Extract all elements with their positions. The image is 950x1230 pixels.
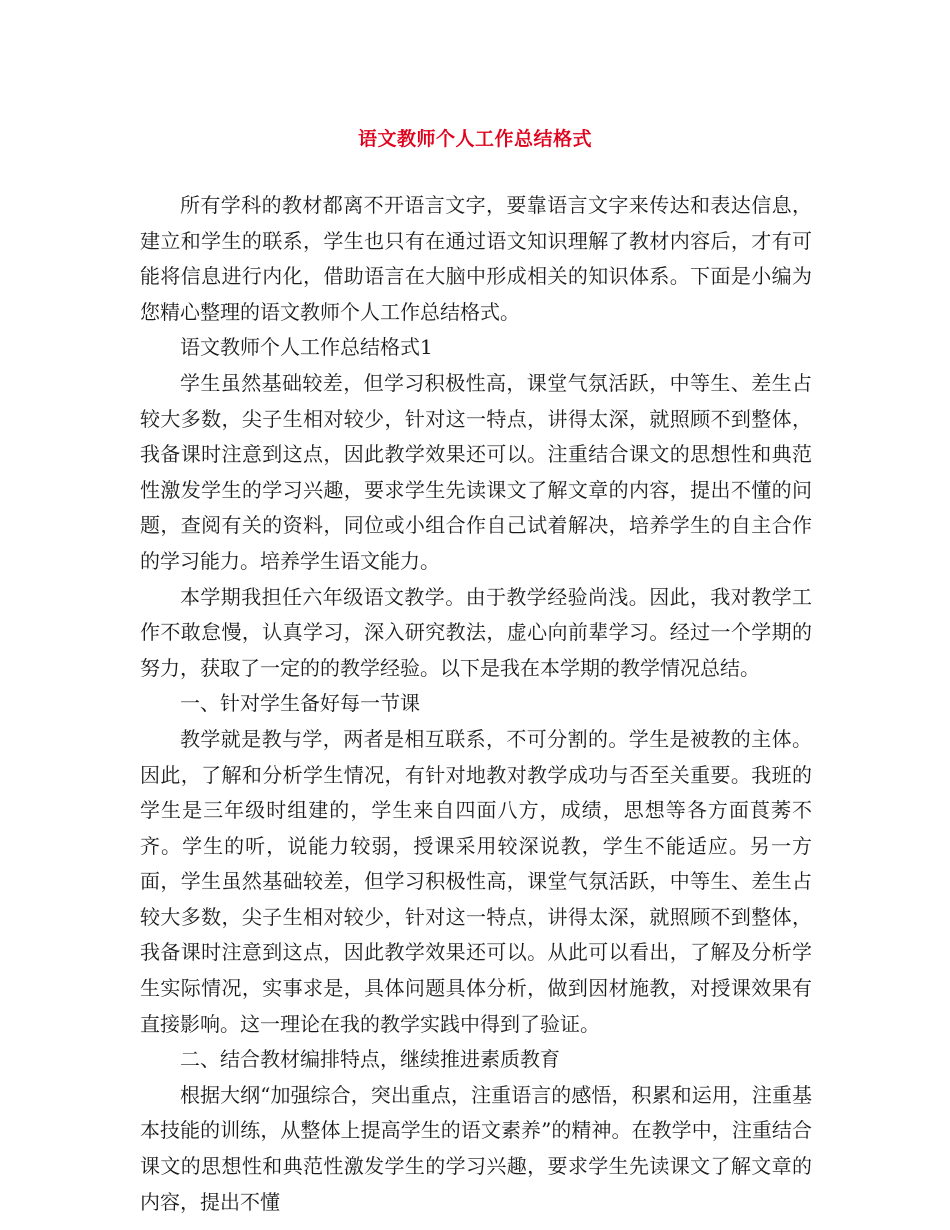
section-heading-2: 二、结合教材编排特点，继续推进素质教育 [180,1047,560,1072]
paragraph: 学生虽然基础较差，但学习积极性高，课堂气氛活跃，中等生、差生占较大多数，尖子生相对较少，针对这一特点，讲得太深，就照顾不到整体，我备课时注意到这点，因此教学效果还可以。注重结合课文的思想性和典范性激发学生的学习兴趣，要求学生先读课文了解文章的内容，提出不懂的问题，查阅有关的资料，同位或小组合作自己试着解决，培养学生的自主合作的学习能力。培养学生语文能力。 [140,370,812,573]
section-heading-1: 一、针对学生备好每一节课 [180,691,420,716]
paragraph: 教学就是教与学，两者是相互联系，不可分割的。学生是被教的主体。因此，了解和分析学生情况，有针对地教对教学成功与否至关重要。我班的学生是三年级时组建的，学生来自四面八方，成绩，思想等各方面莨莠不齐。学生的听，说能力较弱，授课采用较深说教，学生不能适应。另一方面，学生虽然基础较差，但学习积极性高，课堂气氛活跃，中等生、差生占较大多数，尖子生相对较少，针对这一特点，讲得太深，就照顾不到整体，我备课时注意到这点，因此教学效果还可以。从此可以看出，了解及分析学生实际情况，实事求是，具体问题具体分析，做到因材施教，对授课效果有直接影响。这一理论在我的教学实践中得到了验证。 [140,726,812,1036]
paragraph-heading-1: 语文教师个人工作总结格式1 [180,335,433,360]
paragraph: 本学期我担任六年级语文教学。由于教学经验尚浅。因此，我对教学工作不敢怠慢，认真学习，深入研究教法，虚心向前辈学习。经过一个学期的努力，获取了一定的的教学经验。以下是我在本学期的教学情况总结。 [140,584,812,680]
document-title: 语文教师个人工作总结格式 [357,128,592,150]
paragraph: 根据大纲“加强综合，突出重点，注重语言的感悟，积累和运用，注重基本技能的训练，从整体上提高学生的语文素养”的精神。在教学中，注重结合课文的思想性和典范性激发学生的学习兴趣，要求学生先读课文了解文章的内容，提出不懂 [140,1082,812,1214]
document-body [140,188,812,1220]
paragraph-intro: 所有学科的教材都离不开语言文字，要靠语言文字来传达和表达信息，建立和学生的联系，学生也只有在通过语文知识理解了教材内容后，才有可能将信息进行内化，借助语言在大脑中形成相关的知识体系。下面是小编为您精心整理的语文教师个人工作总结格式。 [140,193,812,324]
